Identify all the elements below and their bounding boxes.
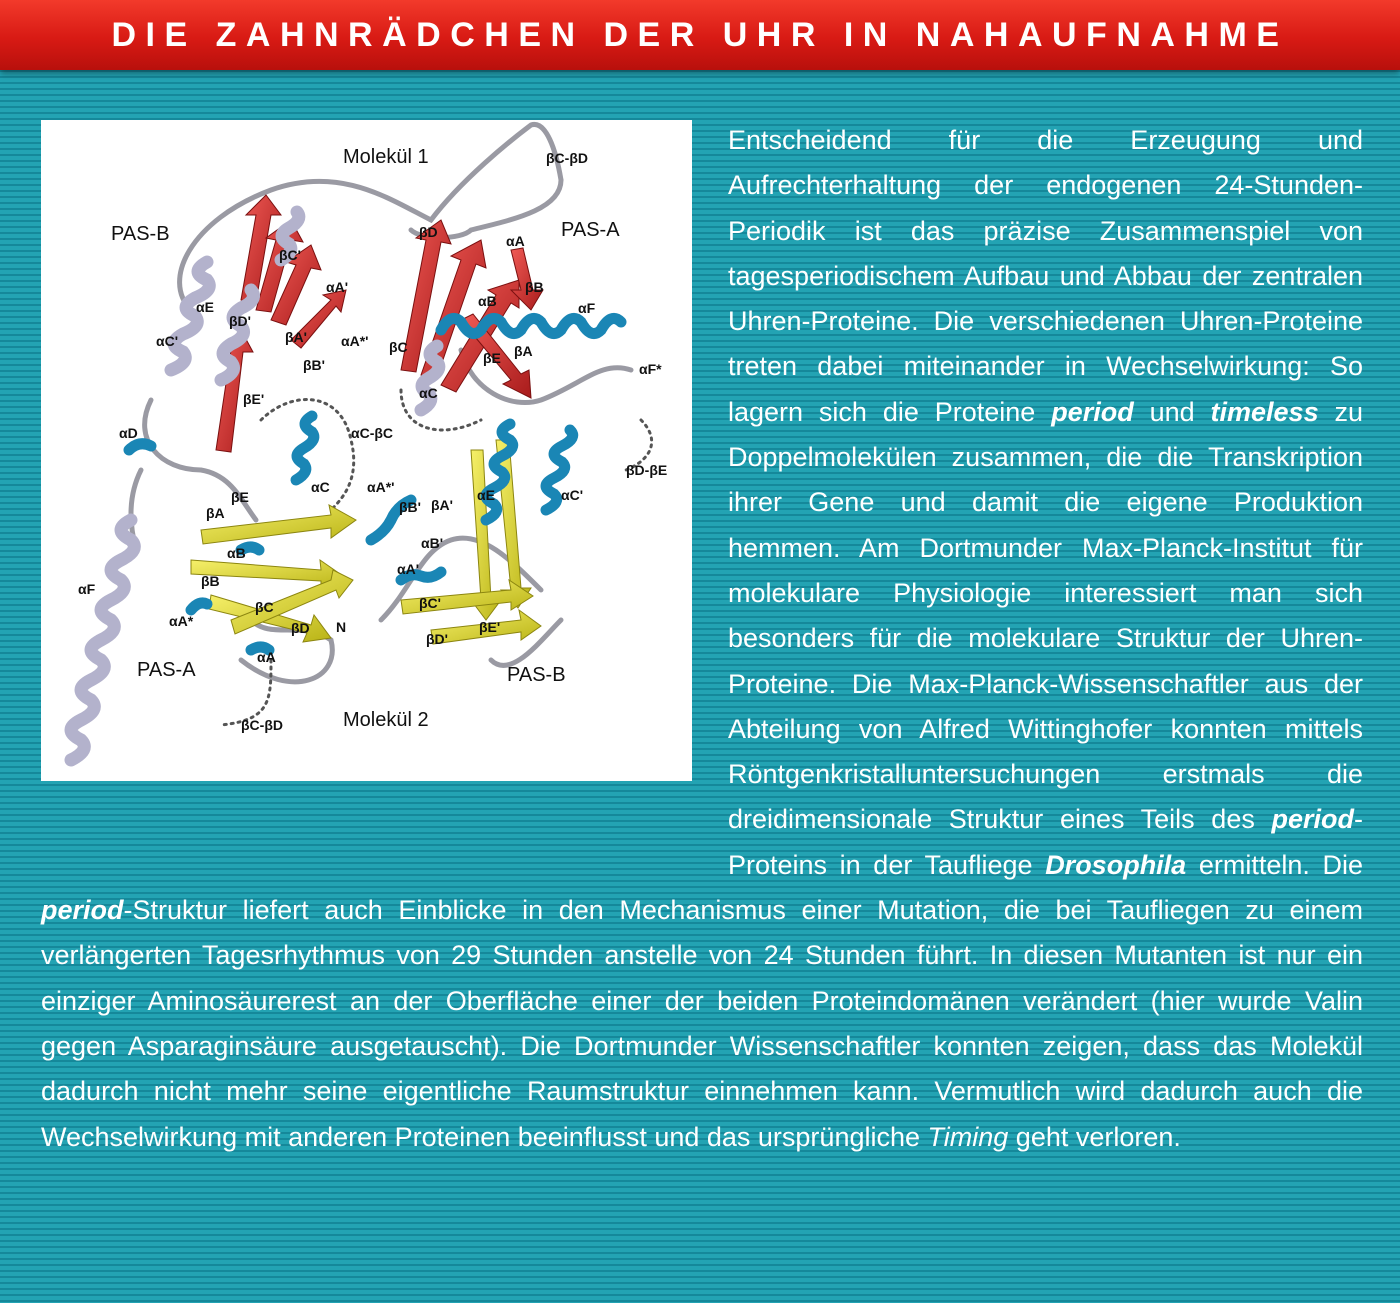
label-m2-be: βE <box>231 489 249 505</box>
label-m1-aastar1: αA*' <box>341 333 369 349</box>
term-period: period <box>1051 396 1134 427</box>
label-m1-ad: αD <box>119 425 138 441</box>
label-pas-a-top: PAS-A <box>561 219 620 241</box>
label-m2-ab: αB <box>227 545 246 561</box>
label-m1-ac1: αC' <box>156 333 179 349</box>
label-m1-ba: βA <box>514 343 533 359</box>
label-m2-bc: βC <box>255 599 274 615</box>
figure-float-spacer <box>41 118 728 846</box>
label-m1-ac: αC <box>419 385 438 401</box>
label-m1-ab: αB <box>478 293 497 309</box>
term-drosophila: Drosophila <box>1045 849 1187 880</box>
article-text <box>41 118 1363 1160</box>
text-part: -Proteins in der Taufliege <box>728 804 1363 880</box>
label-m2-af: αF <box>78 581 96 597</box>
label-m1-be: βE <box>483 350 501 366</box>
term-period: period <box>41 895 124 926</box>
text-part: und <box>1133 396 1211 427</box>
label-m1-aa: αA <box>506 233 525 249</box>
header-banner <box>0 0 1400 70</box>
label-m2-ba: βA <box>206 505 225 521</box>
label-m1-bb: βB <box>525 279 544 295</box>
label-bdbe: βD-βE <box>626 462 668 478</box>
label-m2-bd: βD <box>291 620 310 636</box>
label-m2-ba1: βA' <box>431 497 453 513</box>
label-pas-b-bottom: PAS-B <box>507 664 566 686</box>
label-bcbd-top: βC-βD <box>546 150 588 166</box>
label-m2-ab1: αB' <box>421 535 444 551</box>
label-m2-bc1: βC' <box>419 595 441 611</box>
label-m1-bc: βC <box>389 339 408 355</box>
banner-title: DIE ZAHNRÄDCHEN DER UHR IN NAHAUFNAHME <box>111 15 1289 54</box>
label-pas-b-top: PAS-B <box>111 223 170 245</box>
label-pas-a-bottom: PAS-A <box>137 659 196 681</box>
label-molekuel-2: Molekül 2 <box>343 709 429 731</box>
label-m1-be1: βE' <box>243 391 265 407</box>
label-m1-af: αF <box>578 300 596 316</box>
label-bcbd-bottom: βC-βD <box>241 717 283 733</box>
label-m2-ac: αC <box>311 479 330 495</box>
label-m2-bd1: βD' <box>426 631 448 647</box>
label-m2-bb: βB <box>201 573 220 589</box>
text-part: ermitteln. Die <box>1186 849 1363 880</box>
label-m1-aa1: αA' <box>326 279 349 295</box>
label-molekuel-1: Molekül 1 <box>343 146 429 168</box>
label-m1-bd1: βD' <box>229 313 251 329</box>
label-n-terminus: N <box>336 619 347 635</box>
label-m2-aa: αA <box>257 649 276 665</box>
text-part: geht verloren. <box>1008 1121 1181 1152</box>
text-part: -Struktur liefert auch Einblicke in den Mechanismus einer Mutation, die bei Taufliegen zu einem verlängerten Tagesrhythmus von 29 Stunden anstelle von 24 Stunden führt. In diesen Mutanten ist nur ein einziger Aminosäurerest an der Oberfläche einer der beiden Proteindomänen verändert (hier wurde Valin gegen Asparaginsäure ausgetauscht). Die Dortmunder Wissenschaftler konnten zeigen, dass das Molekül dadurch nicht mehr seine eigentliche Raumstruktur einnehmen kann. Vermutlich wird dadurch auch die Wechselwirkung mit anderen Proteinen beeinflusst und das ursprüngliche <box>41 895 1363 1152</box>
label-m2-ae: αE <box>477 487 495 503</box>
label-m1-bb1: βB' <box>303 357 325 373</box>
label-m1-afstar: αF* <box>639 361 662 377</box>
text-part: zu Doppelmolekülen zusammen, die die Transkription ihrer Gene und damit die eigene Produktion hemmen. Am Dortmunder Max-Planck-Institut für molekulare Physiologie interessiert man sich besonders für die molekulare Struktur der Uhren-Proteine. Die Max-Planck-Wissenschaftler aus der Abteilung von Alfred Wittinghofer konnten mittels Röntgenkristalluntersuchungen erstmals die dreidimensionale Struktur eines Teils des <box>728 396 1363 835</box>
label-m2-ac1: αC' <box>561 487 584 503</box>
term-period: period <box>1271 804 1354 835</box>
label-m2-aastar1: αA*' <box>367 479 395 495</box>
label-m1-ba1: βA' <box>285 329 307 345</box>
label-m2-bb1: βB' <box>399 499 421 515</box>
label-m2-aa1: αA' <box>397 561 420 577</box>
text-part: Entscheidend für die Erzeugung und Aufrechterhaltung der endogenen 24-Stunden-Periodik ist das präzise Zusammenspiel von tagesperiodischem Aufbau und Abbau der zentralen Uhren-Proteine. Die verschiedenen Uhren-Proteine treten dabei miteinander in Wechselwirkung: So lagern sich die Proteine <box>728 125 1363 427</box>
label-acbc: αC-βC <box>351 425 394 441</box>
label-m2-aastar: αA* <box>169 613 194 629</box>
term-timeless: timeless <box>1210 396 1319 427</box>
label-m1-ae: αE <box>196 299 214 315</box>
label-m2-be1: βE' <box>479 619 501 635</box>
label-m1-bd: βD <box>419 224 438 240</box>
label-m1-bc1: βC' <box>279 247 301 263</box>
term-timing: Timing <box>927 1121 1009 1152</box>
